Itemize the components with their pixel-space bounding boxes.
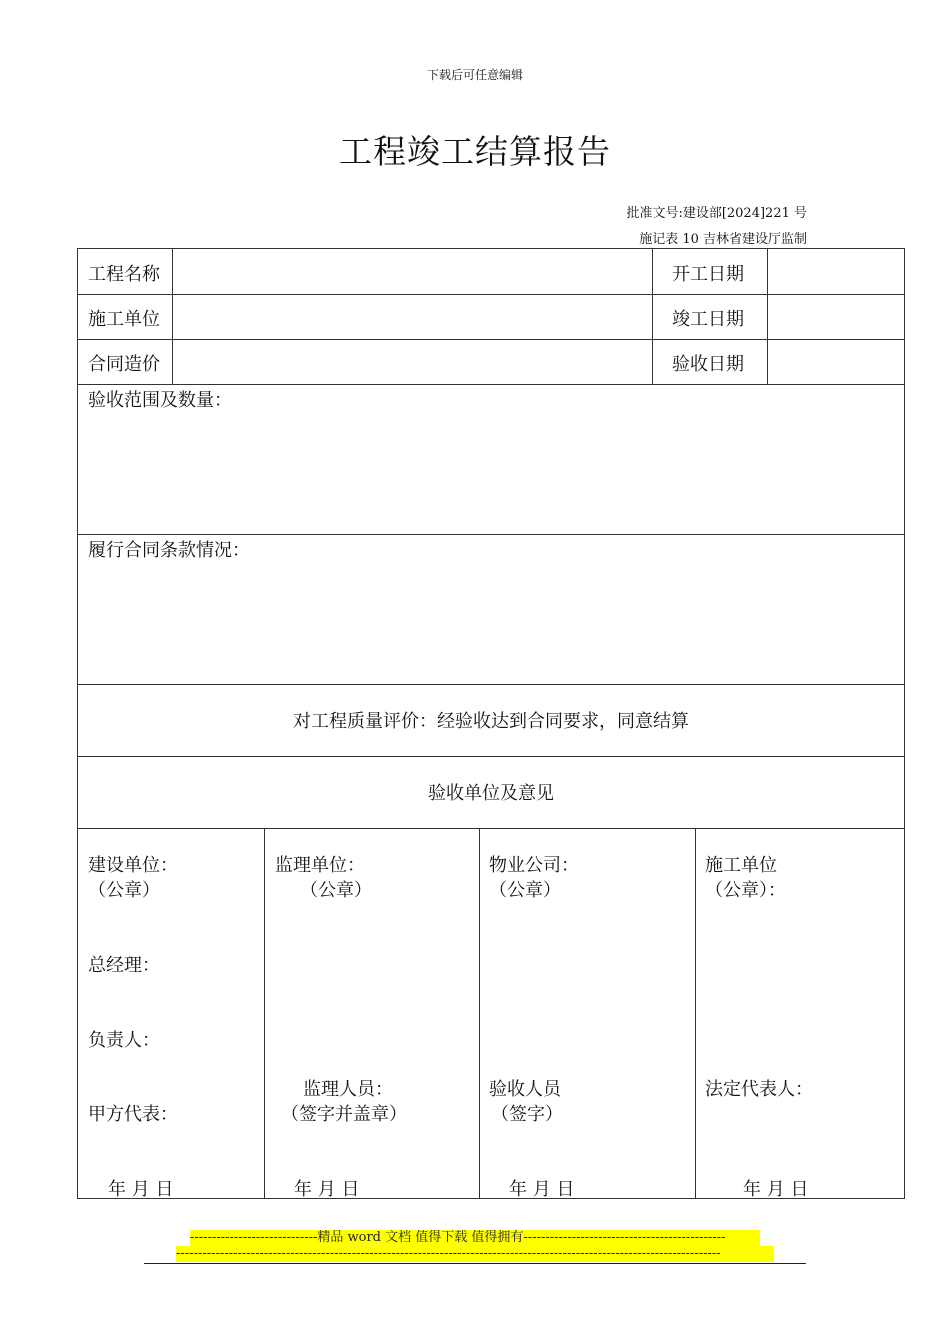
acceptance-staff-label: 验收人员 [489, 1079, 561, 1100]
row-divider [78, 684, 904, 685]
builder-unit-seal: （公章） [88, 880, 160, 901]
construction-unit-title: 施工单位 [705, 855, 777, 876]
quality-evaluation: 对工程质量评价：经验收达到合同要求，同意结算 [293, 711, 689, 732]
contractor-field[interactable] [254, 300, 650, 334]
column-divider [479, 828, 480, 1198]
column-divider [264, 828, 265, 1198]
supervisor-unit-title: 监理单位： [275, 855, 365, 876]
start-date-field[interactable] [770, 255, 900, 289]
property-date: 年 月 日 [509, 1179, 575, 1200]
column-divider [695, 828, 696, 1198]
supervisor-date: 年 月 日 [294, 1179, 360, 1200]
acceptance-staff-sign: （签字） [491, 1104, 563, 1125]
contract-terms-label: 履行合同条款情况： [88, 540, 250, 561]
builder-date: 年 月 日 [108, 1179, 174, 1200]
scope-label: 验收范围及数量： [88, 390, 232, 411]
contract-price-field[interactable] [254, 345, 650, 379]
settlement-form-table [77, 248, 905, 1199]
general-manager-label: 总经理： [88, 955, 160, 976]
column-divider [652, 249, 653, 384]
supervisor-sign-seal: （签字并盖章） [281, 1104, 407, 1125]
property-company-title: 物业公司： [489, 855, 579, 876]
column-divider [767, 249, 768, 384]
contractor-label: 施工单位 [88, 309, 160, 330]
responsible-person-label: 负责人： [88, 1030, 160, 1051]
property-company-seal: （公章） [489, 880, 561, 901]
approval-number: 批准文号:建设部[2024]221 号 [626, 206, 807, 221]
row-divider [78, 339, 904, 340]
owner-representative-label: 甲方代表： [88, 1104, 178, 1125]
page-title: 工程竣工结算报告 [339, 132, 611, 171]
builder-unit-title: 建设单位： [88, 855, 178, 876]
construction-date: 年 月 日 [743, 1179, 809, 1200]
completion-date-field[interactable] [770, 300, 900, 334]
construction-unit-seal: （公章）： [705, 880, 786, 901]
project-name-field[interactable] [254, 255, 650, 289]
acceptance-units-header: 验收单位及意见 [428, 783, 554, 804]
acceptance-date-field[interactable] [770, 345, 900, 379]
acceptance-date-label: 验收日期 [672, 354, 744, 375]
project-name-label: 工程名称 [88, 264, 160, 285]
footer-dash-line: ---------------------------------------------------------------------------------------------------------------------------- [176, 1246, 774, 1262]
column-divider [172, 249, 173, 384]
supervisor-unit-seal: （公章） [300, 880, 372, 901]
completion-date-label: 竣工日期 [672, 309, 744, 330]
footer-banner-line: -----------------------------精品 word 文档 值得下载 值得拥有---------------------------------------------- [190, 1230, 760, 1246]
row-divider [78, 384, 904, 385]
start-date-label: 开工日期 [672, 264, 744, 285]
supervisor-staff-label: 监理人员： [303, 1079, 393, 1100]
row-divider [78, 828, 904, 829]
row-divider [78, 756, 904, 757]
contract-price-label: 合同造价 [88, 354, 160, 375]
row-divider [78, 294, 904, 295]
legal-representative-label: 法定代表人： [705, 1079, 813, 1100]
row-divider [78, 534, 904, 535]
form-number: 施记表 10 吉林省建设厅监制 [639, 232, 807, 247]
header-note: 下载后可任意编辑 [426, 68, 523, 82]
footer-rule [144, 1263, 806, 1264]
